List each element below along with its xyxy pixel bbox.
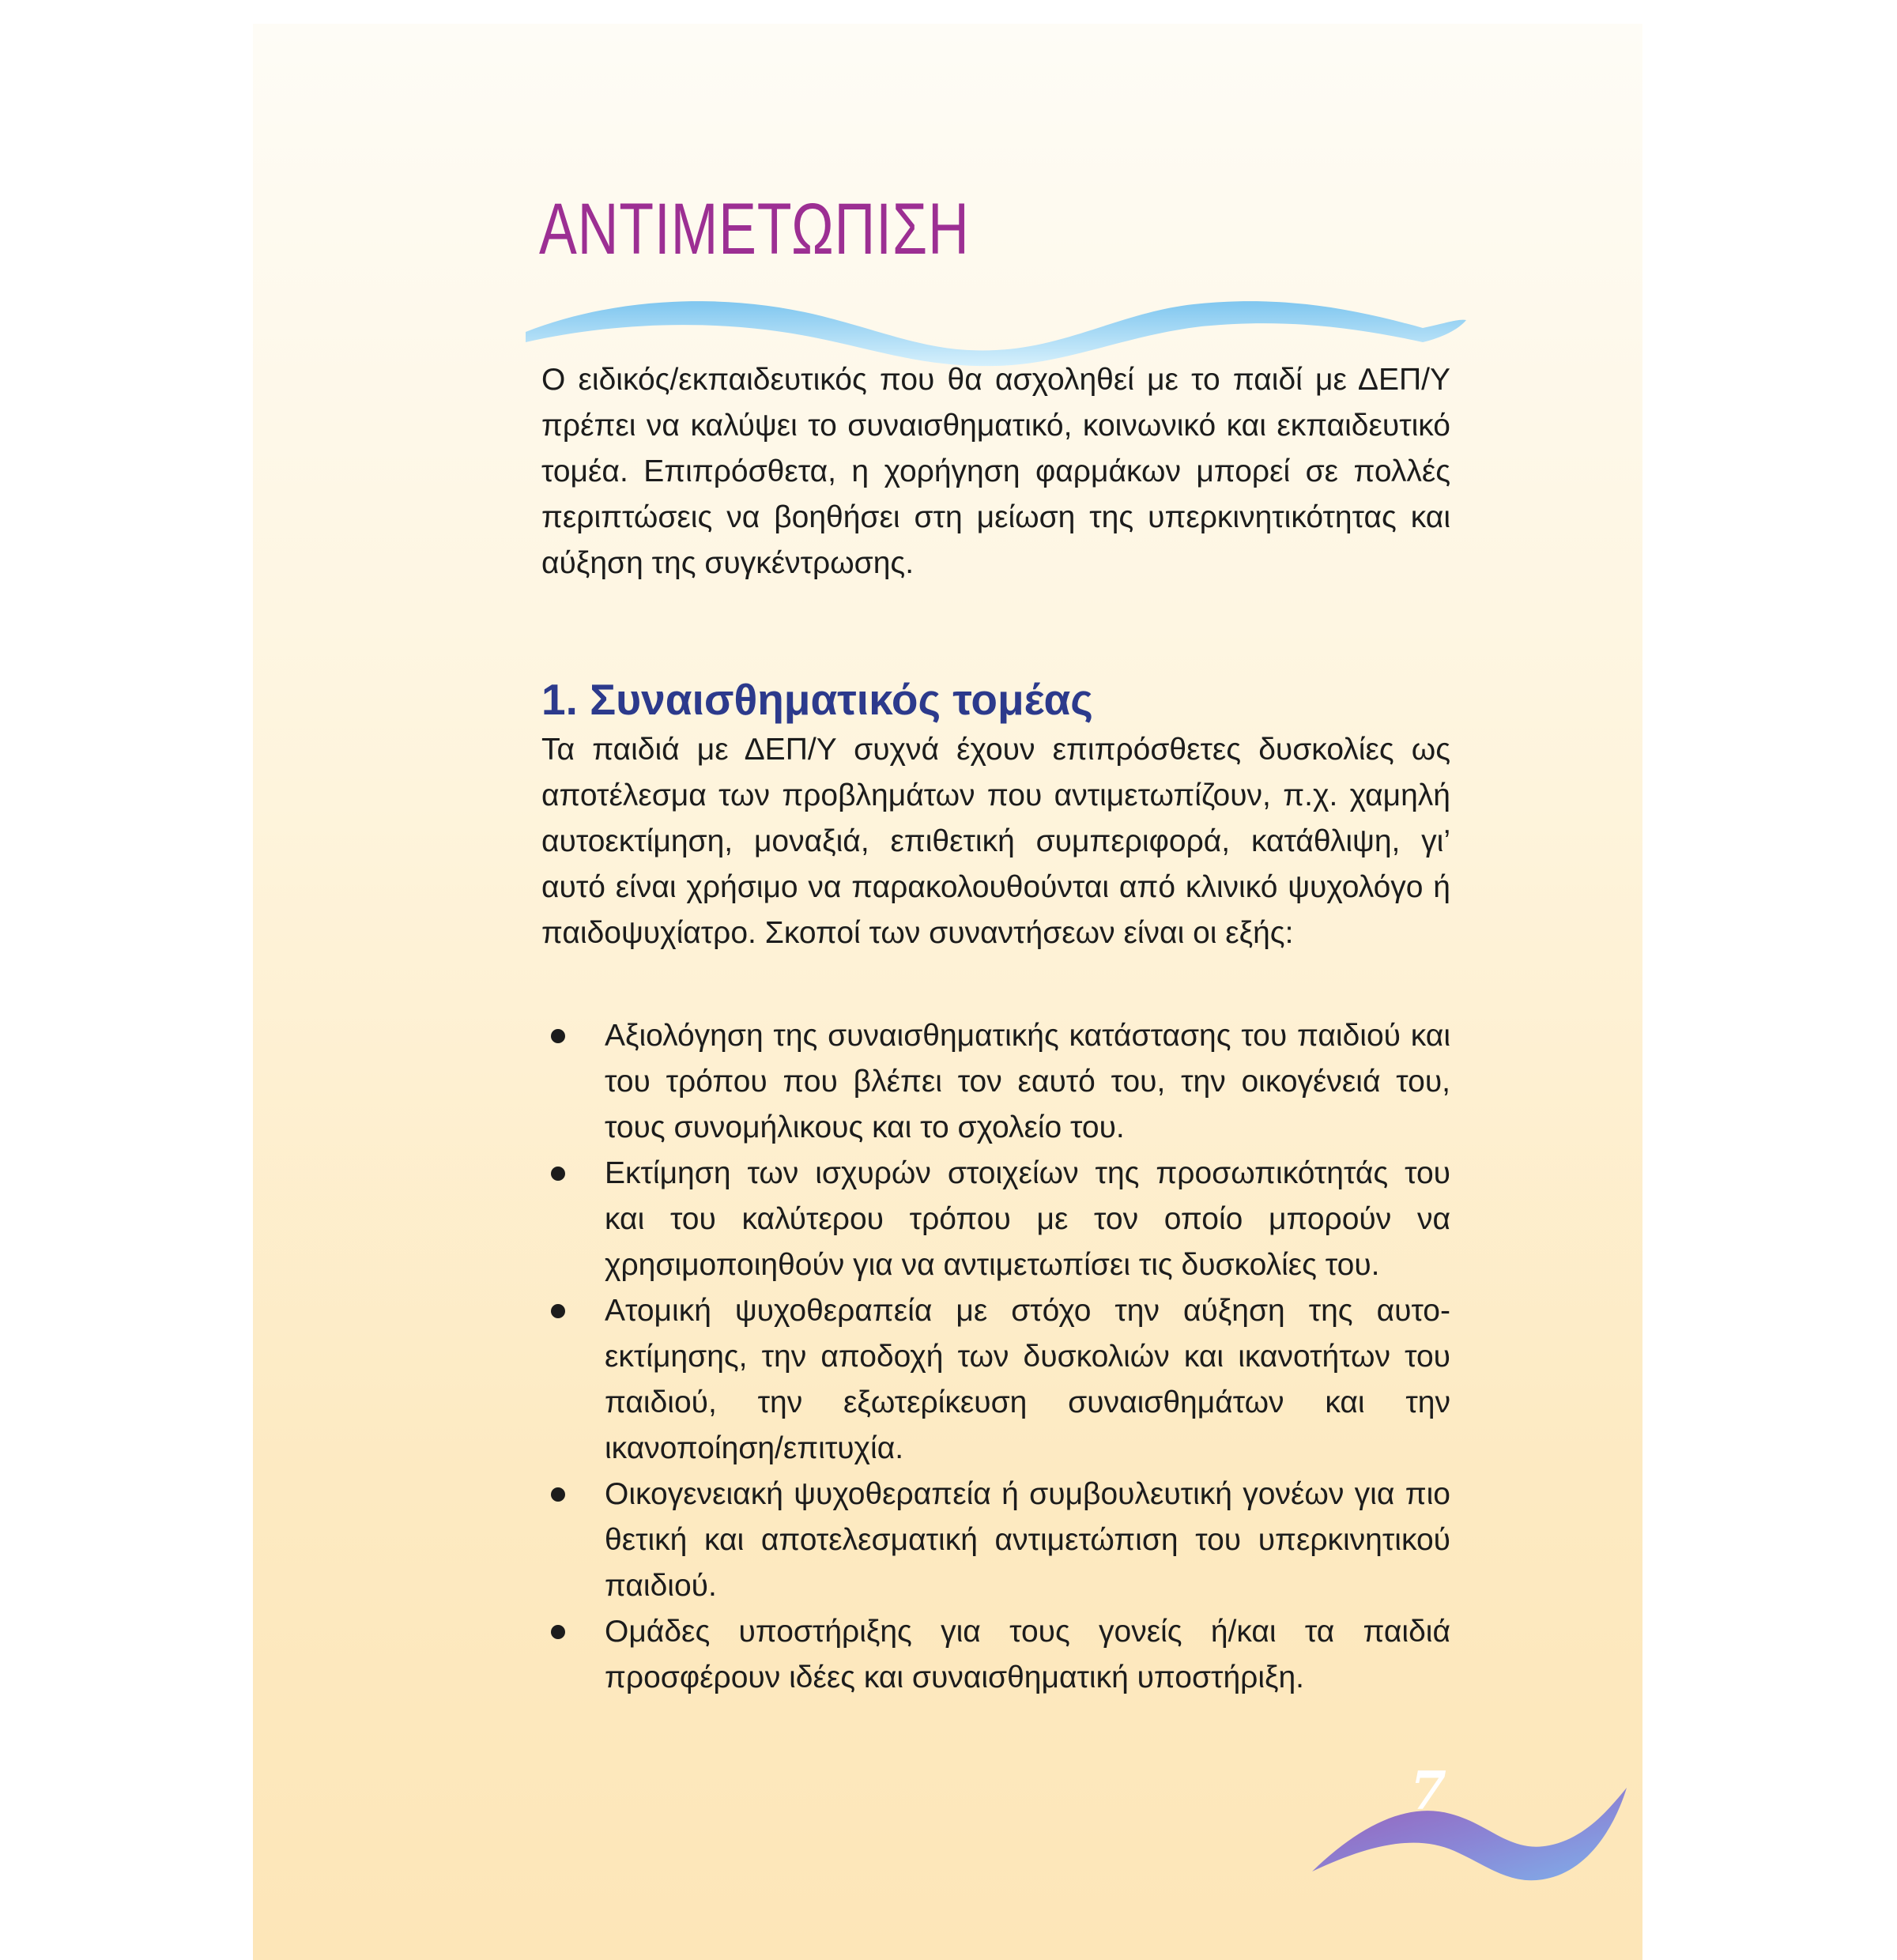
- intro-paragraph: Ο ειδικός/εκπαιδευτικός που θα ασχοληθεί με το παιδί με ΔΕΠ/Υ πρέπει να καλύψει το συναισθηματικό, κοινωνικό και εκπαιδευτικό τομέα. Επιπρόσθετα, η χορήγηση φαρμάκων μπορεί σε πολλές περιπτώσεις να βοηθήσει στη μείωση της υπερκινητικότητας και αύξηση της συγκέντρωσης.: [541, 363, 1450, 580]
- bullet-dot-icon: [551, 1029, 565, 1043]
- list-item-text: Αξιολόγηση της συναισθηματικής κατάστασης του παιδιού και του τρόπου που βλέπει τον εαυτό του, την οικογένειά του, τους συνομήλικους και το σχολείο του.: [605, 1019, 1450, 1144]
- bullet-dot-icon: [551, 1304, 565, 1318]
- list-item: [541, 1609, 1450, 1701]
- list-item-text: Ατομική ψυχοθεραπεία με στόχο την αύξηση της αυτοεκτίμησης, την αποδοχή των δυσκολιών και ικανοτήτων του παιδιού, την εξωτερίκευση συναισθημάτων και την ικανοποίηση/επιτυχία.: [605, 1294, 1450, 1465]
- bullet-list: [541, 1013, 1450, 1701]
- footer-wave-decoration: [1312, 1778, 1628, 1897]
- list-item: [541, 1472, 1450, 1609]
- section-heading: 1. Συναισθηματικός τομέας: [541, 675, 1093, 724]
- page-number: 7: [1410, 1760, 1446, 1822]
- list-item: [541, 1151, 1450, 1288]
- list-item-text: Εκτίμηση των ισχυρών στοιχείων της προσωπικότητάς του και του καλύτερου τρόπου με τον οποίο μπορούν να χρησιμοποιηθούν για να αντιμετωπίσει τις δυσκολίες του.: [605, 1156, 1450, 1282]
- list-item: [541, 1288, 1450, 1472]
- title-wave-decoration: [522, 281, 1470, 368]
- list-item-text: Οικογενειακή ψυχοθεραπεία ή συμβουλευτική γονέων για πιο θετική και αποτελεσματική αντιμετώπιση του υπερκινητικού παιδιού.: [605, 1477, 1450, 1603]
- bullet-dot-icon: [551, 1487, 565, 1502]
- title-wave-shape: [526, 301, 1466, 366]
- page-title: ΑΝΤΙΜΕΤΩΠΙΣΗ: [539, 189, 970, 270]
- bullet-dot-icon: [551, 1167, 565, 1181]
- list-item-text: Ομάδες υποστήριξης για τους γονείς ή/και τα παιδιά προσφέρουν ιδέες και συναισθηματική υποστήριξη.: [605, 1615, 1450, 1694]
- document-page: [253, 24, 1642, 1960]
- footer-wave-shape: [1312, 1788, 1627, 1880]
- bullet-dot-icon: [551, 1625, 565, 1639]
- list-item: [541, 1013, 1450, 1151]
- section-paragraph: Τα παιδιά με ΔΕΠ/Υ συχνά έχουν επιπρόσθετες δυσκολίες ως αποτέλεσμα των προβλημάτων που αντιμετωπίζουν, π.χ. χαμηλή αυτοεκτίμηση, μοναξιά, επιθετική συμπεριφορά, κατάθλιψη, γι’ αυτό είναι χρήσιμο να παρακολουθούνται από κλινικό ψυχολόγο ή παιδοψυχίατρο. Σκοποί των συναντήσεων είναι οι εξής:: [541, 733, 1450, 950]
